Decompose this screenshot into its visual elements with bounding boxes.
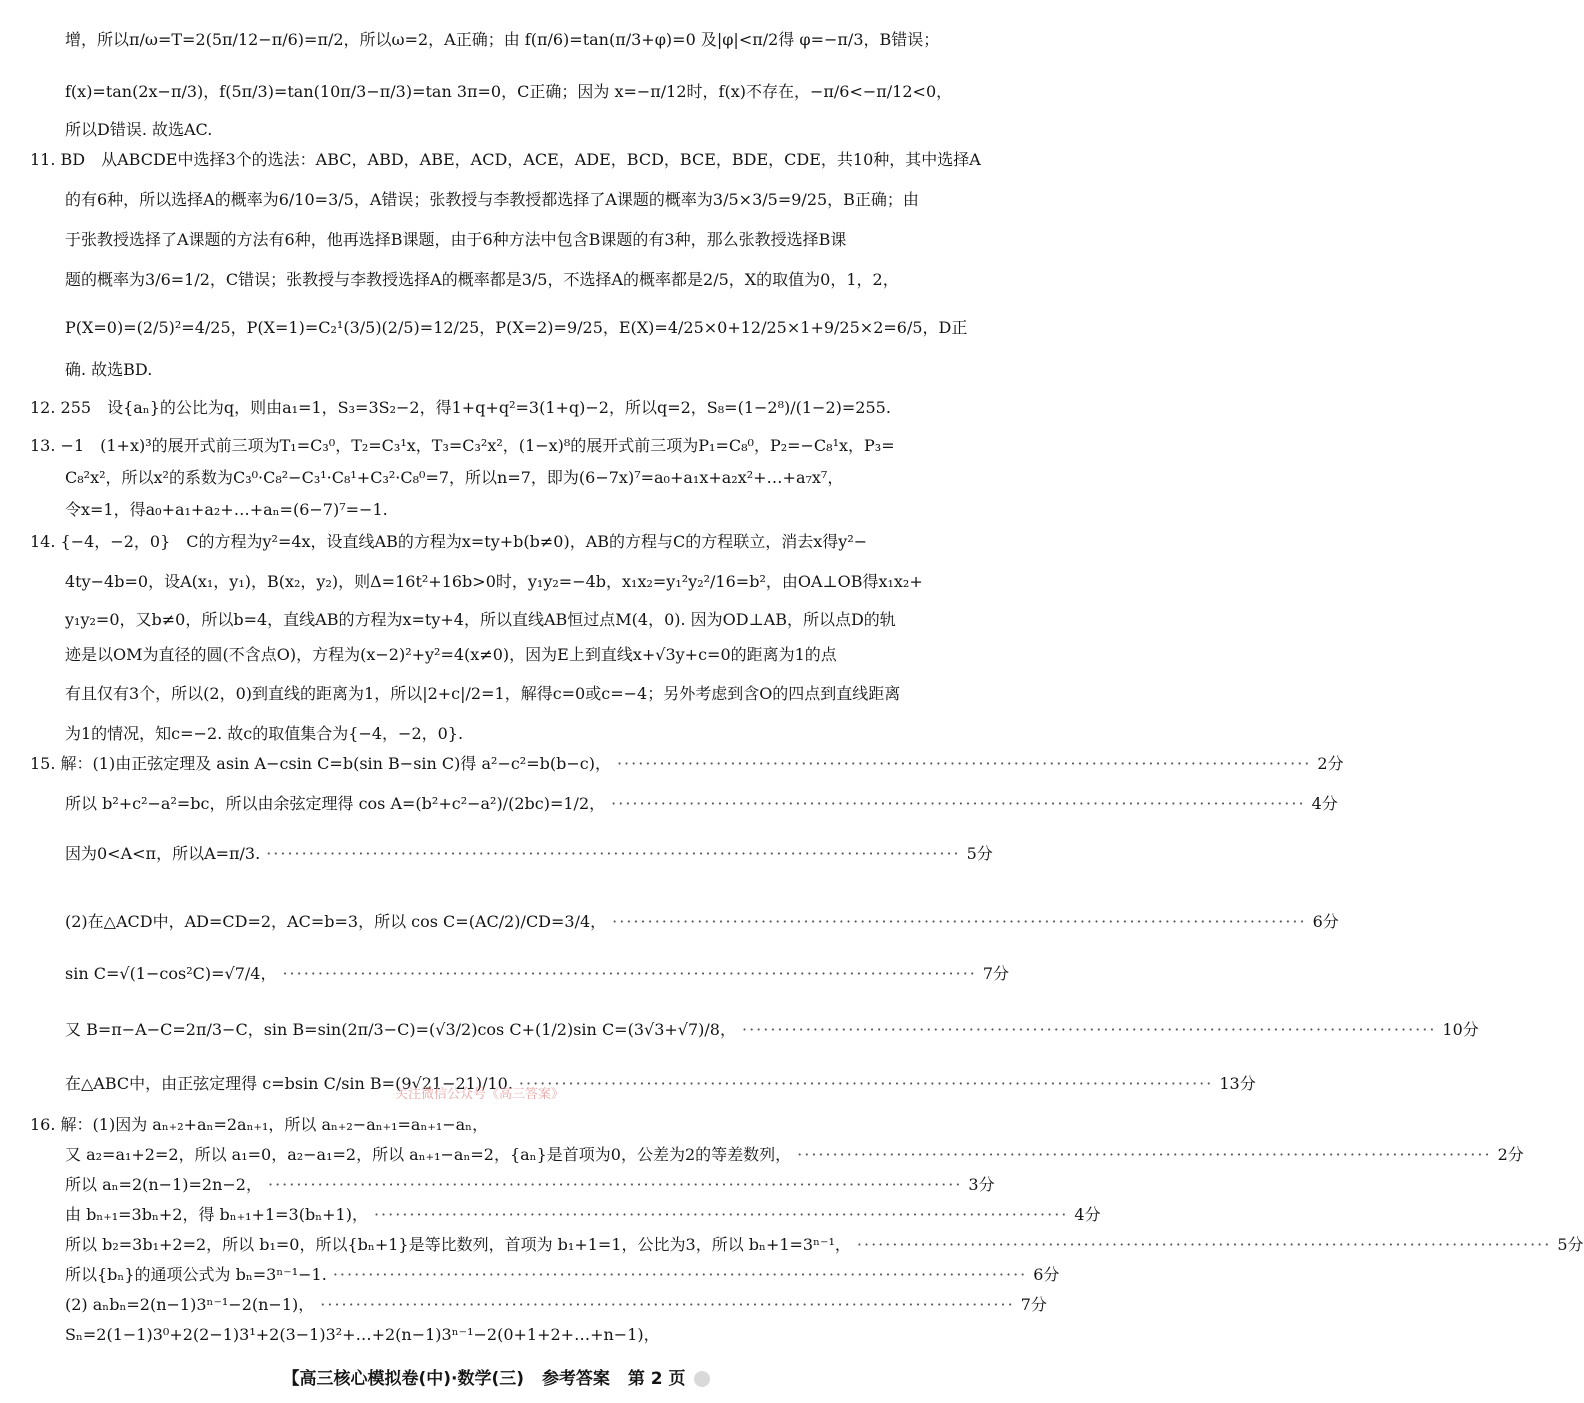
- scored-line: [65, 962, 1010, 986]
- text-line: 确. 故选BD.: [65, 360, 153, 379]
- dot-leader: ··································································································: [282, 964, 977, 983]
- score-points: 3分: [968, 1175, 995, 1194]
- solution-text: Sₙ=2(1−1)3⁰+2(2−1)3¹+2(3−1)3²+…+2(n−1)3ⁿ⁻¹−2(0+1+2+…+n−1)，: [65, 1325, 660, 1344]
- dot-leader: ··································································································: [332, 1265, 1028, 1284]
- text-line: 所以D错误. 故选AC.: [65, 120, 213, 139]
- page-corner-icon: [694, 1371, 710, 1387]
- dot-leader: ··································································································: [268, 1175, 963, 1194]
- score-points: 4分: [1074, 1205, 1101, 1224]
- score-points: 7分: [982, 964, 1010, 983]
- dot-leader: ··································································································: [266, 844, 961, 863]
- solution-text: 所以 b²+c²−a²=bc，所以由余弦定理得 cos A=(b²+c²−a²)/(2bc)=1/2，: [65, 794, 606, 813]
- text-line: 迹是以OM为直径的圆(不含点O)，方程为(x−2)²+y²=4(x≠0)，因为E上到直线x+√3y+c=0的距离为1的点: [65, 645, 837, 664]
- scored-line: [65, 1173, 995, 1197]
- footer-title: 【高三核心模拟卷(中)·数学(三): [282, 1369, 525, 1389]
- text-line: 增，所以π/ω=T=2(5π/12−π/6)=π/2，所以ω=2，A正确；由 f(π/6)=tan(π/3+φ)=0 及|φ|<π/2得 φ=−π/3，B错误；: [65, 30, 940, 49]
- text-line: 于张教授选择了A课题的方法有6种，他再选择B课题，由于6种方法中包含B课题的有3种，那么张教授选择B课: [65, 230, 847, 249]
- text-line: 题的概率为3/6=1/2，C错误；张教授与李教授选择A的概率都是3/5，不选择A的概率都是2/5，X的取值为0，1，2，: [65, 270, 899, 289]
- solution-text: 由 bₙ₊₁=3bₙ+2，得 bₙ₊₁+1=3(bₙ+1)，: [65, 1205, 368, 1224]
- text-line: 的有6种，所以选择A的概率为6/10=3/5，A错误；张教授与李教授都选择了A课题的概率为3/5×3/5=9/25，B正确；由: [65, 190, 919, 209]
- scored-line: [65, 1203, 1101, 1227]
- scored-line: [30, 1113, 958, 1137]
- score-points: 6分: [1033, 1265, 1060, 1284]
- dot-leader: ··································································································: [373, 1205, 1069, 1224]
- page-footer: [0, 1364, 992, 1389]
- solution-text: 所以 aₙ=2(n−1)=2n−2，: [65, 1175, 262, 1194]
- dot-leader: ··································································································: [518, 1074, 1214, 1093]
- text-line: f(x)=tan(2x−π/3)，f(5π/3)=tan(10π/3−π/3)=tan 3π=0，C正确；因为 x=−π/12时，f(x)不存在，−π/6<−π/12<0，: [65, 82, 953, 101]
- dot-leader: ··································································································: [612, 912, 1307, 931]
- score-points: 4分: [1311, 794, 1338, 813]
- scored-line: [65, 1143, 1524, 1167]
- score-points: 6分: [1312, 912, 1339, 931]
- solution-text: 在△ABC中，由正弦定理得 c=bsin C/sin B=(9√21−21)/10.: [65, 1074, 513, 1093]
- solution-text: (2) aₙbₙ=2(n−1)3ⁿ⁻¹−2(n−1)，: [65, 1295, 315, 1314]
- footer-page-number: 第 2 页: [627, 1369, 686, 1389]
- dot-leader: ··································································································: [320, 1295, 1015, 1314]
- solution-text: 15. 解：(1)由正弦定理及 asin A−csin C=b(sin B−sin C)得 a²−c²=b(b−c)，: [30, 754, 611, 773]
- score-points: 13分: [1219, 1074, 1256, 1093]
- text-line: 11. BD 从ABCDE中选择3个的选法：ABC，ABD，ABE，ACD，ACE，ADE，BCD，BCE，BDE，CDE，共10种，其中选择A: [30, 150, 981, 169]
- dot-leader: ··································································································: [856, 1235, 1552, 1254]
- footer-answer-label: 参考答案: [541, 1369, 610, 1389]
- solution-text: 所以 b₂=3b₁+2=2，所以 b₁=0，所以{bₙ+1}是等比数列，首项为 b₁+1=1，公比为3，所以 bₙ+1=3ⁿ⁻¹，: [65, 1235, 851, 1254]
- scored-line: [65, 910, 1339, 934]
- scored-line: [30, 752, 1344, 776]
- score-points: 5分: [1557, 1235, 1584, 1254]
- text-line: P(X=0)=(2/5)²=4/25，P(X=1)=C₂¹(3/5)(2/5)=12/25，P(X=2)=9/25，E(X)=4/25×0+12/25×1+9/25×2=6/5，D正: [65, 318, 968, 337]
- score-points: 10分: [1442, 1020, 1479, 1039]
- solution-text: sin C=√(1−cos²C)=√7/4，: [65, 964, 277, 983]
- text-line: C₈²x²，所以x²的系数为C₃⁰·C₈²−C₃¹·C₈¹+C₃²·C₈⁰=7，所以n=7，即为(6−7x)⁷=a₀+a₁x+a₂x²+…+a₇x⁷，: [65, 468, 844, 487]
- scored-line: [65, 1263, 1060, 1287]
- dot-leader: ··································································································: [797, 1145, 1492, 1164]
- solution-text: 16. 解：(1)因为 aₙ₊₂+aₙ=2aₙ₊₁，所以 aₙ₊₂−aₙ₊₁=aₙ₊₁−aₙ，: [30, 1115, 489, 1134]
- solution-text: 又 a₂=a₁+2=2，所以 a₁=0，a₂−a₁=2，所以 aₙ₊₁−aₙ=2，{aₙ}是首项为0，公差为2的等差数列，: [65, 1145, 792, 1164]
- scored-line: [65, 1018, 1479, 1042]
- score-points: 2分: [1317, 754, 1344, 773]
- solution-text: 又 B=π−A−C=2π/3−C，sin B=sin(2π/3−C)=(√3/2)cos C+(1/2)sin C=(3√3+√7)/8，: [65, 1020, 736, 1039]
- solution-text: 所以{bₙ}的通项公式为 bₙ=3ⁿ⁻¹−1.: [65, 1265, 327, 1284]
- score-points: 2分: [1497, 1145, 1524, 1164]
- score-points: 7分: [1020, 1295, 1047, 1314]
- solution-text: 因为0<A<π，所以A=π/3.: [65, 844, 261, 863]
- text-line: 令x=1，得a₀+a₁+a₂+…+aₙ=(6−7)⁷=−1.: [65, 500, 388, 519]
- score-points: 5分: [966, 844, 993, 863]
- scored-line: [65, 1293, 1047, 1317]
- text-line: 为1的情况，知c=−2. 故c的取值集合为{−4，−2，0}.: [65, 724, 464, 743]
- text-line: 14. {−4，−2，0} C的方程为y²=4x，设直线AB的方程为x=ty+b(b≠0)，AB的方程与C的方程联立，消去x得y²−: [30, 532, 868, 551]
- text-line: y₁y₂=0，又b≠0，所以b=4，直线AB的方程为x=ty+4，所以直线AB恒过点M(4，0). 因为OD⊥AB，所以点D的轨: [65, 610, 896, 629]
- solution-text: (2)在△ACD中，AD=CD=2，AC=b=3，所以 cos C=(AC/2)/CD=3/4，: [65, 912, 607, 931]
- scored-line: [65, 792, 1338, 816]
- watermark: 关注微信公众号《高三答案》: [395, 1087, 565, 1102]
- dot-leader: ··································································································: [616, 754, 1312, 773]
- scored-line: [65, 1323, 958, 1347]
- scored-line: [65, 842, 993, 866]
- text-line: 12. 255 设{aₙ}的公比为q，则由a₁=1，S₃=3S₂−2，得1+q+q²=3(1+q)−2，所以q=2，S₈=(1−2⁸)/(1−2)=255.: [30, 398, 891, 417]
- text-line: 有且仅有3个，所以(2，0)到直线的距离为1，所以|2+c|/2=1，解得c=0或c=−4；另外考虑到含O的四点到直线距离: [65, 684, 901, 703]
- dot-leader: ··································································································: [741, 1020, 1437, 1039]
- scored-line: [65, 1233, 1584, 1257]
- text-line: 13. −1 (1+x)³的展开式前三项为T₁=C₃⁰，T₂=C₃¹x，T₃=C₃²x²，(1−x)⁸的展开式前三项为P₁=C₈⁰，P₂=−C₈¹x，P₃=: [30, 436, 895, 455]
- dot-leader: ··································································································: [611, 794, 1306, 813]
- text-line: 4ty−4b=0，设A(x₁，y₁)，B(x₂，y₂)，则Δ=16t²+16b>0时，y₁y₂=−4b，x₁x₂=y₁²y₂²/16=b²，由OA⊥OB得x₁x₂+: [65, 572, 923, 591]
